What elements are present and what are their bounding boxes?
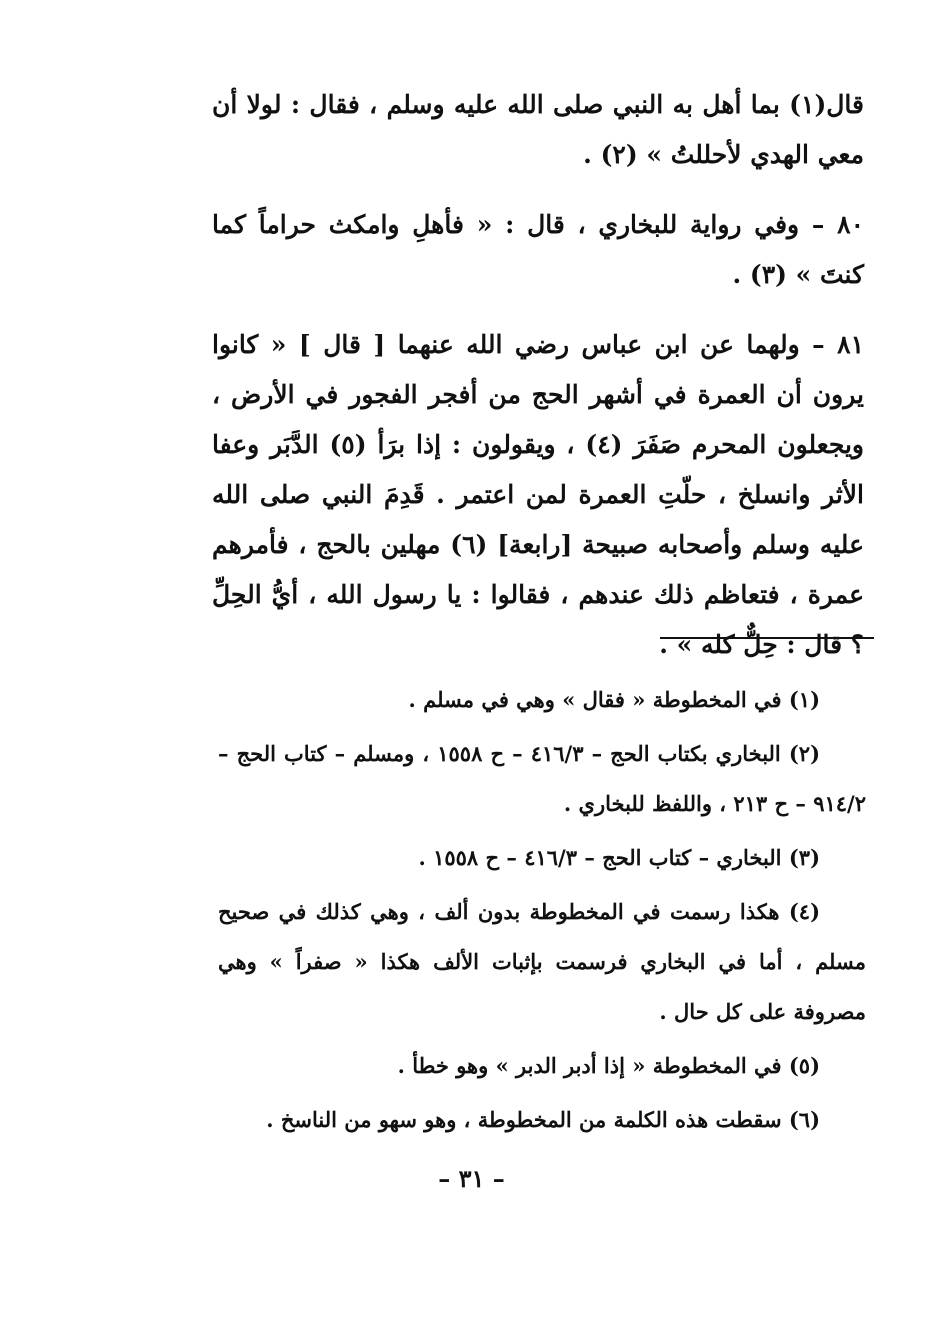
paragraph-1: قال(١) بما أهل به النبي صلى الله عليه وسلم ، فقال : لولا أن معي الهدي لأحللتُ » (٢) . (212, 90, 864, 169)
footnote-divider (660, 637, 874, 639)
footnote-3: (٣) البخاري – كتاب الحج – ٤١٦/٣ – ح ١٥٥٨ . (418, 845, 820, 870)
page-number: – ٣١ – (438, 1164, 505, 1193)
footnote-1: (١) في المخطوطة « فقال » وهي في مسلم . (408, 687, 820, 712)
footnote-2: (٢) البخاري بكتاب الحج – ٤١٦/٣ – ح ١٥٥٨ ، ومسلم – كتاب الحج – ٩١٤/٢ – ح ٢١٣ ، واللفظ للبخاري . (218, 741, 866, 816)
footnote-5: (٥) في المخطوطة « إذا أدبر الدبر » وهو خطأ . (397, 1053, 820, 1078)
main-text (212, 80, 864, 670)
hadith-80: ٨٠ – وفي رواية للبخاري ، قال : « فأهلِ وامكث حراماً كما كنتَ » (٣) . (212, 210, 864, 289)
footnote-4: (٤) هكذا رسمت في المخطوطة بدون ألف ، وهي كذلك في صحيح مسلم ، أما في البخاري فرسمت بإثبات الألف هكذا « صفراً » وهي مصروفة على كل حال . (218, 899, 866, 1024)
footnotes (218, 675, 866, 1145)
footnote-6: (٦) سقطت هذه الكلمة من المخطوطة ، وهو سهو من الناسخ . (266, 1107, 820, 1132)
hadith-81: ٨١ – ولهما عن ابن عباس رضي الله عنهما [ قال ] « كانوا يرون أن العمرة في أشهر الحج من أفجر الفجور في الأرض ، ويجعلون المحرم صَفَرَ (٤) ، ويقولون : إذا برَأ (٥) الدَّبَر وعفا الأثر وانسلخ ، حلّتِ العمرة لمن اعتمر . قَدِمَ النبي صلى الله عليه وسلم وأصحابه صبيحة [رابعة] (٦) مهلين بالحج ، فأمرهم عمرة ، فتعاظم ذلك عندهم ، فقالوا : يا رسول الله ، أيُّ الحِلِّ ؟ قال : حِلٌّ كله » . (212, 330, 864, 659)
